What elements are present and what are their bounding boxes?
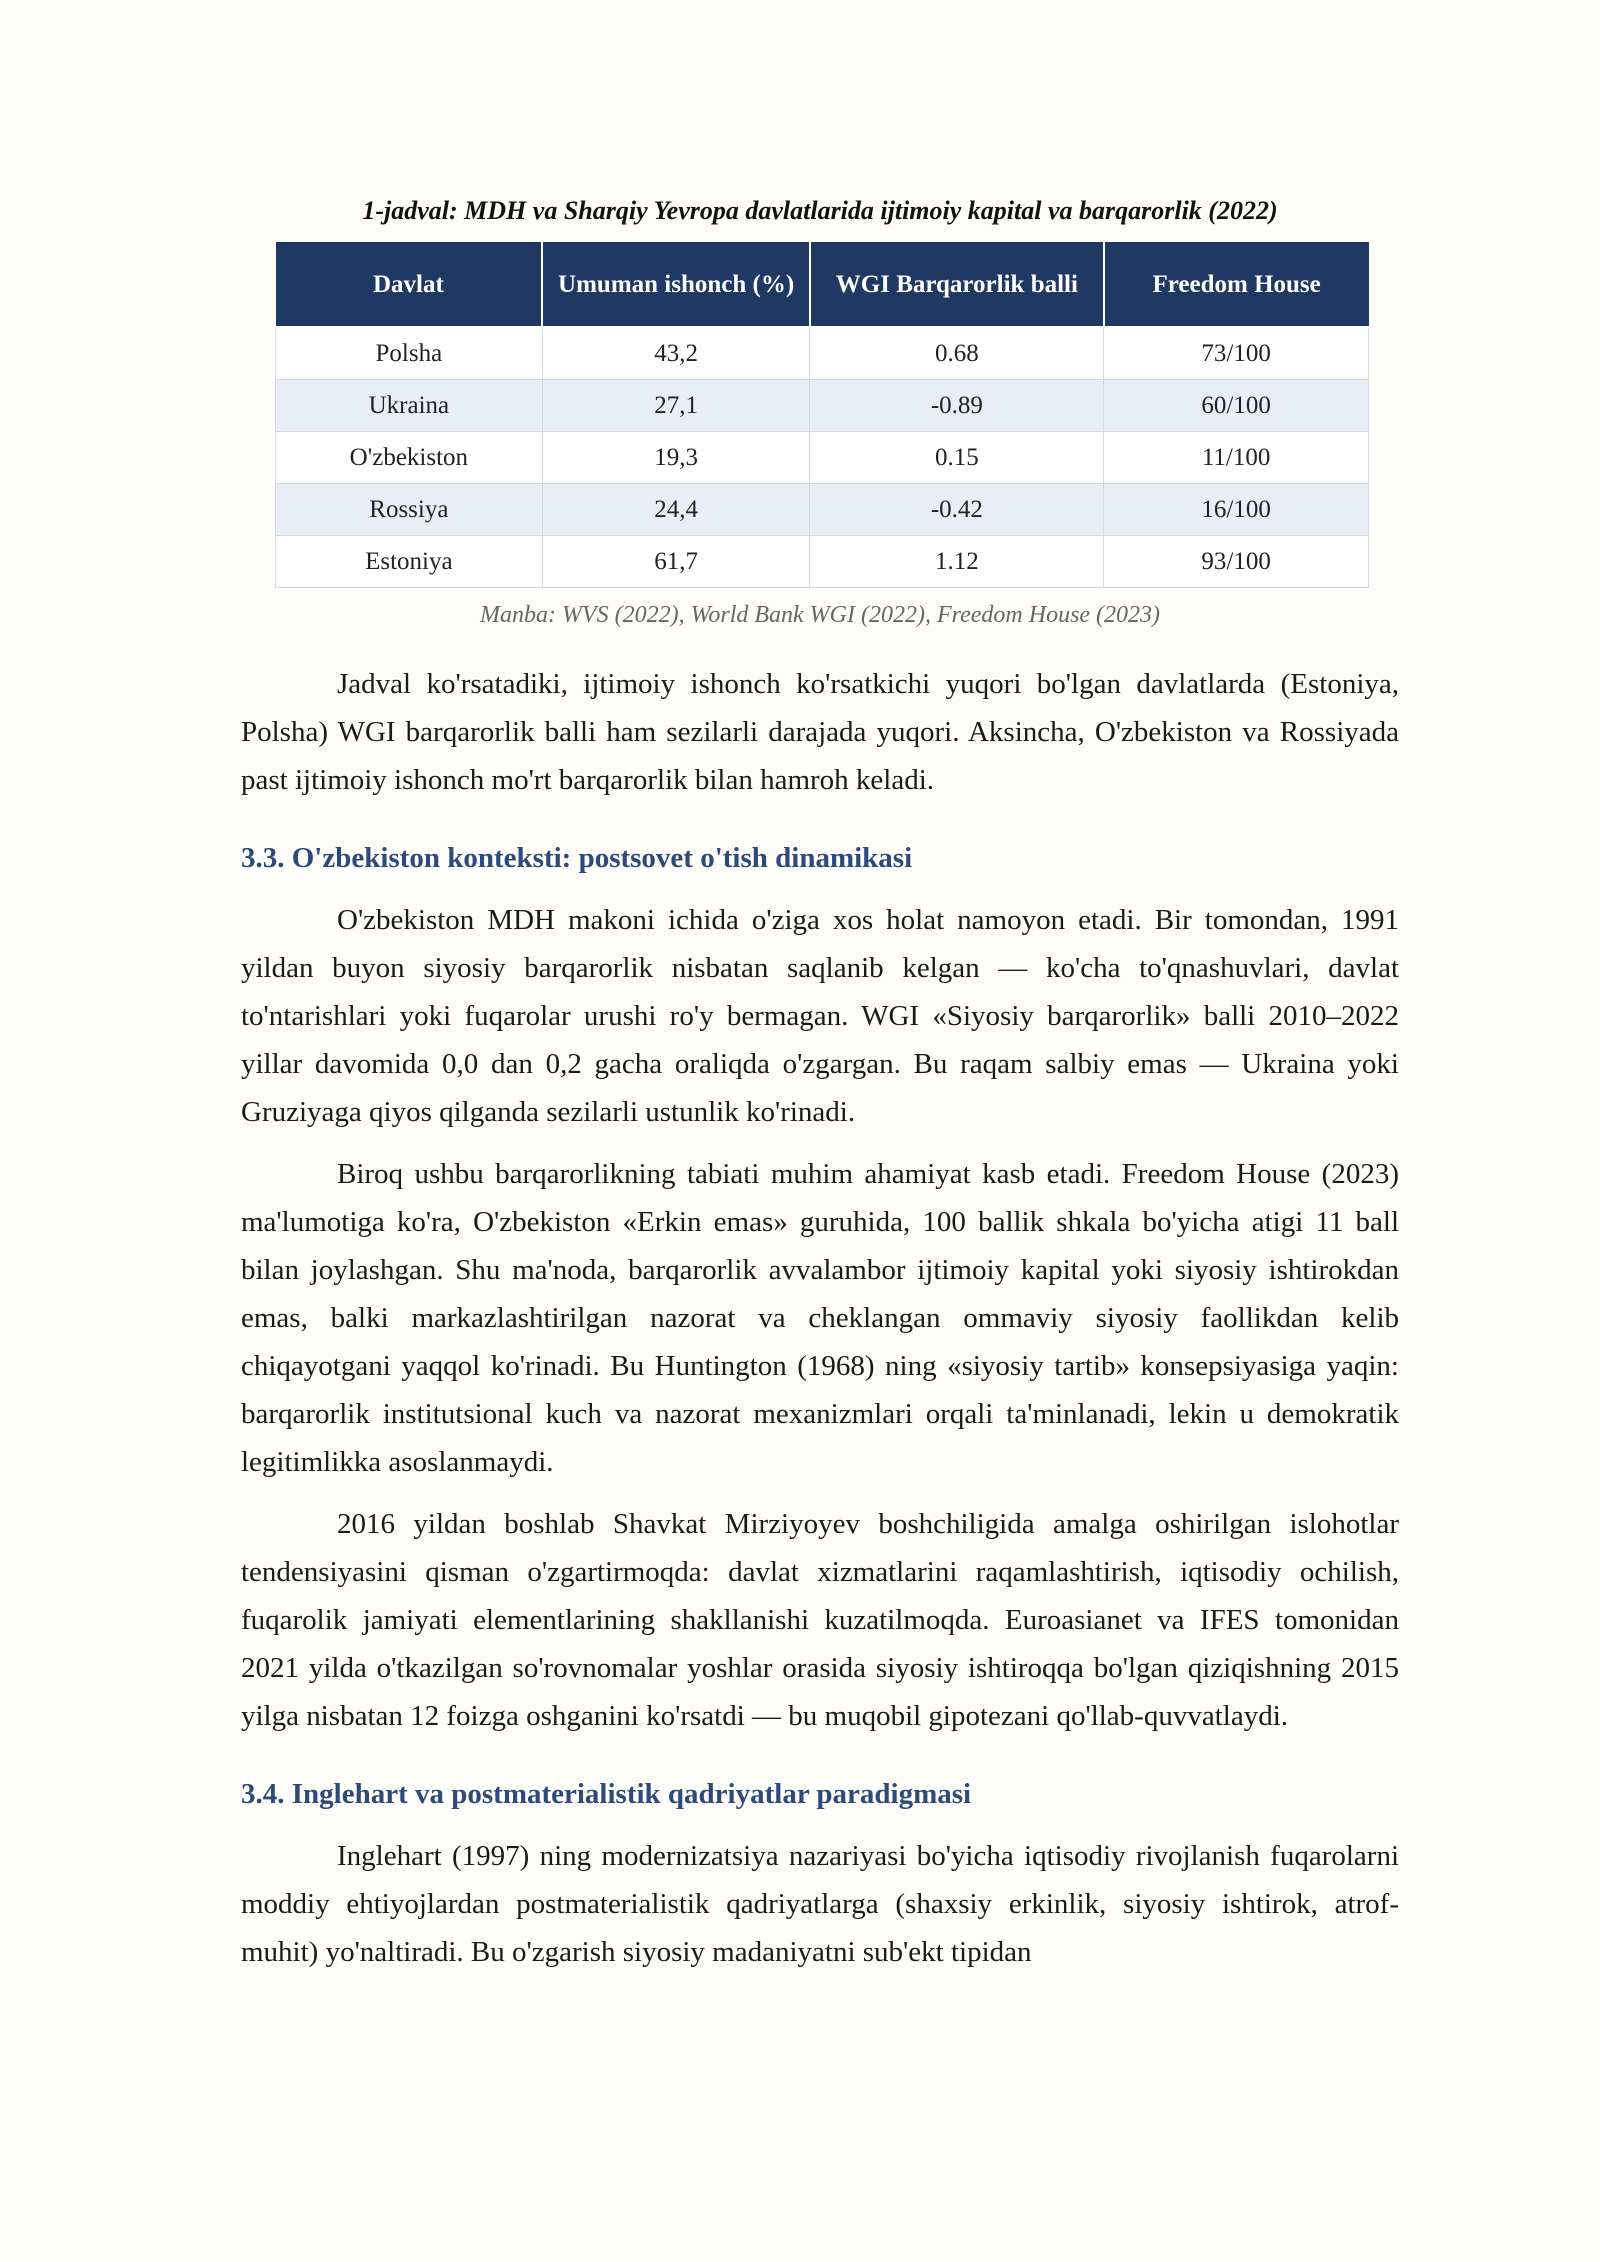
table-header-row bbox=[276, 242, 1369, 327]
table-cell: -0.89 bbox=[810, 380, 1104, 432]
data-table bbox=[275, 242, 1369, 588]
table-cell: Estoniya bbox=[276, 536, 543, 588]
section-heading-3-3: 3.3. O'zbekiston konteksti: postsovet o'tish dinamikasi bbox=[241, 842, 913, 874]
table-cell: Rossiya bbox=[276, 484, 543, 536]
table-cell: 60/100 bbox=[1104, 380, 1369, 432]
paragraph-stability-nature: Biroq ushbu barqarorlikning tabiati muhim ahamiyat kasb etadi. Freedom House (2023) ma'lumotiga ko'ra, O'zbekiston «Erkin emas» guruhida, 100 ballik shkala bo'yicha atigi 11 ball bilan joylashgan. Shu ma'noda, barqarorlik avvalambor ijtimoiy kapital yoki siyosiy ishtirokdan emas, balki markazlashtirilgan nazorat va cheklangan ommaviy siyosiy faollikdan kelib chiqayotgani yaqqol ko'rinadi. Bu Huntington (1968) ning «siyosiy tartib» konsepsiyasiga yaqin: barqarorlik institutsional kuch va nazorat mexanizmlari orqali ta'minlanadi, lekin u demokratik legitimlikka asoslanmaydi. bbox=[241, 1158, 1399, 1478]
table-cell: Polsha bbox=[276, 327, 543, 380]
table-row bbox=[276, 380, 1369, 432]
table-cell: 61,7 bbox=[542, 536, 810, 588]
table-cell: 73/100 bbox=[1104, 327, 1369, 380]
table-row bbox=[276, 327, 1369, 380]
column-header-wgi: WGI Barqarorlik balli bbox=[810, 242, 1104, 327]
table-row bbox=[276, 484, 1369, 536]
paragraph-table-interpretation: Jadval ko'rsatadiki, ijtimoiy ishonch ko'rsatkichi yuqori bo'lgan davlatlarda (Estoniya, Polsha) WGI barqarorlik balli ham sezilarli darajada yuqori. Aksincha, O'zbekiston va Rossiyada past ijtimoiy ishonch mo'rt barqarorlik bilan hamroh keladi. bbox=[241, 668, 1399, 796]
table-cell: 0.68 bbox=[810, 327, 1104, 380]
paragraph-inglehart: Inglehart (1997) ning modernizatsiya nazariyasi bo'yicha iqtisodiy rivojlanish fuqarolarni moddiy ehtiyojlardan postmaterialistik qadriyatlarga (shaxsiy erkinlik, siyosiy ishtirok, atrof-muhit) yo'naltiradi. Bu o'zgarish siyosiy madaniyatni sub'ekt tipidan bbox=[241, 1840, 1399, 1968]
table-cell: Ukraina bbox=[276, 380, 543, 432]
section-heading-3-4: 3.4. Inglehart va postmaterialistik qadriyatlar paradigmasi bbox=[241, 1778, 972, 1810]
table-cell: 1.12 bbox=[810, 536, 1104, 588]
document-page bbox=[241, 180, 1399, 1976]
column-header-freedom-house: Freedom House bbox=[1104, 242, 1369, 327]
table-cell: O'zbekiston bbox=[276, 432, 543, 484]
table-source-note: Manba: WVS (2022), World Bank WGI (2022), Freedom House (2023) bbox=[479, 602, 1161, 628]
table-cell: 0.15 bbox=[810, 432, 1104, 484]
table-cell: 16/100 bbox=[1104, 484, 1369, 536]
table-caption: 1-jadval: MDH va Sharqiy Yevropa davlatlarida ijtimoiy kapital va barqarorlik (2022) bbox=[362, 196, 1278, 225]
table-cell: 43,2 bbox=[542, 327, 810, 380]
table-cell: 19,3 bbox=[542, 432, 810, 484]
paragraph-uzbekistan-context: O'zbekiston MDH makoni ichida o'ziga xos holat namoyon etadi. Bir tomondan, 1991 yildan buyon siyosiy barqarorlik nisbatan saqlanib kelgan — ko'cha to'qnashuvlari, davlat to'ntarishlari yoki fuqarolar urushi ro'y bermagan. WGI «Siyosiy barqarorlik» balli 2010–2022 yillar davomida 0,0 dan 0,2 gacha oraliqda o'zgargan. Bu raqam salbiy emas — Ukraina yoki Gruziyaga qiyos qilganda sezilarli ustunlik ko'rinadi. bbox=[241, 904, 1399, 1128]
table-cell: 24,4 bbox=[542, 484, 810, 536]
table-cell: 11/100 bbox=[1104, 432, 1369, 484]
column-header-country: Davlat bbox=[276, 242, 543, 327]
table-cell: 27,1 bbox=[542, 380, 810, 432]
table-cell: 93/100 bbox=[1104, 536, 1369, 588]
paragraph-reforms: 2016 yildan boshlab Shavkat Mirziyoyev boshchiligida amalga oshirilgan islohotlar tendensiyasini qisman o'zgartirmoqda: davlat xizmatlarini raqamlashtirish, iqtisodiy ochilish, fuqarolik jamiyati elementlarining shakllanishi kuzatilmoqda. Euroasianet va IFES tomonidan 2021 yilda o'tkazilgan so'rovnomalar yoshlar orasida siyosiy ishtiroqqa bo'lgan qiziqishning 2015 yilga nisbatan 12 foizga oshganini ko'rsatdi — bu muqobil gipotezani qo'llab-quvvatlaydi. bbox=[241, 1508, 1399, 1732]
table-row bbox=[276, 432, 1369, 484]
table-row bbox=[276, 536, 1369, 588]
column-header-trust: Umuman ishonch (%) bbox=[542, 242, 810, 327]
table-cell: -0.42 bbox=[810, 484, 1104, 536]
